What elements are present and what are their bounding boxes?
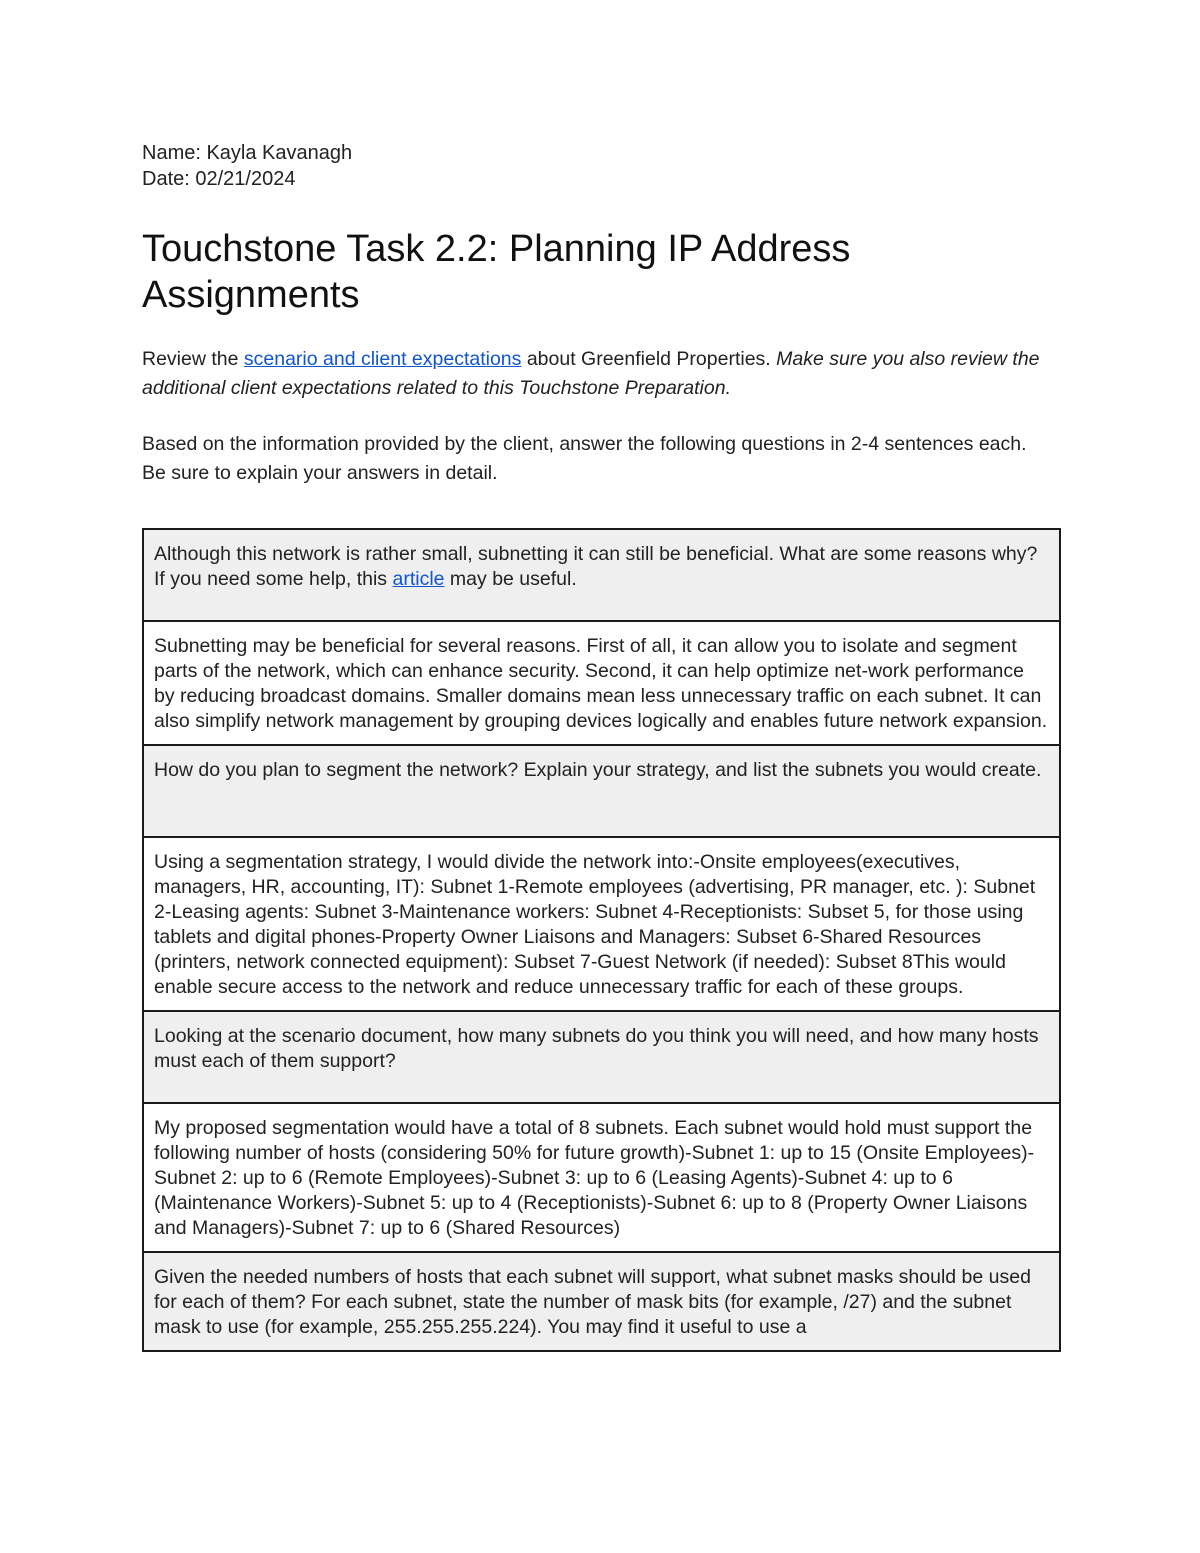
qa-table — [142, 528, 1061, 1352]
scenario-link[interactable]: scenario and client expectations — [243, 348, 522, 370]
question-row — [143, 1252, 1060, 1351]
question-1-suffix: may be useful. — [444, 568, 577, 590]
question-1-text: Although this network is rather small, subnetting it can still be beneficial. What are some reasons why? If you need some help, this — [154, 543, 1038, 590]
intro-paragraph-review — [142, 345, 1042, 402]
answer-row — [143, 621, 1060, 745]
intro-text-middle: about Greenfield Properties. — [521, 348, 777, 370]
intro-text-prefix: Review the — [142, 348, 244, 370]
intro-paragraph-instructions: Based on the information provided by the client, answer the following questions in 2-4 sentences each. Be sure to explain your answers in detail. — [142, 433, 1027, 484]
answer-cell-1: Subnetting may be beneficial for several reasons. First of all, it can allow you to isolate and segment parts of the network, which can enhance security. Second, it can help optimize net-work performance by reducing broadcast domains. Smaller domains mean less unnecessary traffic on each subnet. It can also simplify network management by grouping devices logically and enables future network expansion. — [143, 621, 1060, 745]
question-row — [143, 1011, 1060, 1103]
question-cell-1 — [143, 529, 1060, 621]
question-cell-4: Given the needed numbers of hosts that each subnet will support, what subnet masks should be used for each of them? For each subnet, state the number of mask bits (for example, /27) and the subnet mask to use (for example, 255.255.255.224). You may find it useful to use a — [143, 1252, 1060, 1351]
answer-row — [143, 837, 1060, 1011]
answer-cell-3: My proposed segmentation would have a total of 8 subnets. Each subnet would hold must support the following number of hosts (considering 50% for future growth)-Subnet 1: up to 15 (Onsite Employees)-Subnet 2: up to 6 (Remote Employees)-Subnet 3: up to 6 (Leasing Agents)-Subnet 4: up to 6 (Maintenance Workers)-Subnet 5: up to 4 (Receptionists)-Subnet 6: up to 8 (Property Owner Liaisons and Managers)-Subnet 7: up to 6 (Shared Resources) — [143, 1103, 1060, 1252]
answer-cell-2: Using a segmentation strategy, I would divide the network into:-Onsite employees(executives, managers, HR, accounting, IT): Subnet 1-Remote employees (advertising, PR manager, etc. ): Subnet 2-Leasing agents: Subnet 3-Maintenance workers: Subnet 4-Receptionists: Subset 5, for those using tablets and digital phones-Property Owner Liaisons and Managers: Subset 6-Shared Resources (printers, network connected equipment): Subset 7-Guest Network (if needed): Subset 8This would enable secure access to the network and reduce unnecessary traffic for each of these groups. — [143, 837, 1060, 1011]
article-link[interactable]: article — [392, 568, 445, 590]
student-name: Name: Kayla Kavanagh — [142, 142, 353, 164]
question-cell-3: Looking at the scenario document, how many subnets do you think you will need, and how many hosts must each of them support? — [143, 1011, 1060, 1103]
question-cell-2: How do you plan to segment the network? Explain your strategy, and list the subnets you would create. — [143, 745, 1060, 837]
question-row — [143, 745, 1060, 837]
intro-italic-note: Make sure you also review the additional client expectations related to this Touchstone Preparation. — [142, 348, 1040, 399]
submission-date: Date: 02/21/2024 — [142, 168, 296, 190]
page-title: Touchstone Task 2.2: Planning IP Address Assignments — [142, 228, 851, 316]
answer-row — [143, 1103, 1060, 1252]
question-row — [143, 529, 1060, 621]
document-page — [142, 140, 1062, 487]
